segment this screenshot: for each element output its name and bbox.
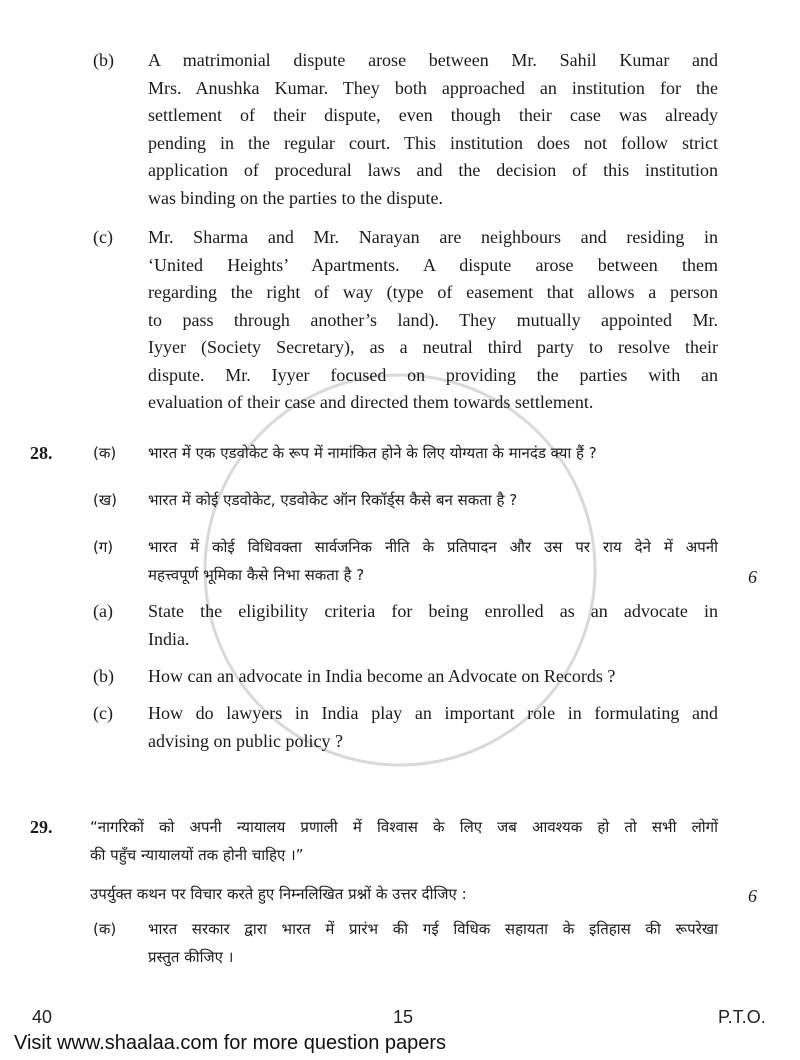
q28-a-label: (a) xyxy=(93,601,113,621)
q28-b-line: How can an advocate in India become an Advocate on Records ? xyxy=(148,666,616,686)
q27-b-line: was binding on the parties to the dispute. xyxy=(148,188,443,208)
q29-ka-line: प्रस्तुत कीजिए । xyxy=(148,948,234,966)
q29-line: “नागरिकों को अपनी न्यायालय प्रणाली में विश्वास के लिए जब आवश्यक हो तो सभी लोगों xyxy=(90,818,718,836)
q27-b-line: A matrimonial dispute arose between Mr. Sahil Kumar and xyxy=(148,50,718,70)
q27-c-line: Mr. Sharma and Mr. Narayan are neighbours and residing in xyxy=(148,227,718,247)
q29-ka-label: (क) xyxy=(93,920,117,938)
q28-c-line: advising on public policy ? xyxy=(148,731,343,751)
visit-link[interactable]: Visit www.shaalaa.com for more question papers xyxy=(14,1032,447,1054)
q29-line: की पहुँच न्यायालयों तक होनी चाहिए ।” xyxy=(90,846,304,864)
q27-c-line: dispute. Mr. Iyyer focused on providing the parties with an xyxy=(148,365,718,385)
q27-c-line: ‘United Heights’ Apartments. A dispute arose between them xyxy=(148,255,718,275)
q28-kha-label: (ख) xyxy=(93,491,117,509)
q28-a-line: State the eligibility criteria for being enrolled as an advocate in xyxy=(148,601,718,621)
q28-marks: 6 xyxy=(748,567,757,587)
q27-c-label: (c) xyxy=(93,227,113,247)
q29-number: 29. xyxy=(30,817,53,837)
q28-c-line: How do lawyers in India play an important role in formulating and xyxy=(148,703,718,723)
q29-ka-line: भारत सरकार द्वारा भारत में प्रारंभ की गई विधिक सहायता के इतिहास की रूपरेखा xyxy=(148,920,718,938)
q29-line: उपर्युक्त कथन पर विचार करते हुए निम्नलिखित प्रश्नों के उत्तर दीजिए : xyxy=(90,885,467,903)
q28-c-label: (c) xyxy=(93,703,113,723)
q28-ga-line: भारत में कोई विधिवक्ता सार्वजनिक नीति के प्रतिपादन और उस पर राय देने में अपनी xyxy=(148,538,718,556)
q27-c-line: regarding the right of way (type of easement that allows a person xyxy=(148,282,718,302)
q28-kha-line: भारत में कोई एडवोकेट, एडवोकेट ऑन रिकॉर्ड्स कैसे बन सकता है ? xyxy=(148,491,518,509)
page-number: 15 xyxy=(393,1007,414,1027)
q28-b-label: (b) xyxy=(93,666,114,686)
q27-c-line: Iyyer (Society Secretary), as a neutral third party to resolve their xyxy=(148,337,718,357)
q28-ga-label: (ग) xyxy=(93,538,114,556)
paper-code: 40 xyxy=(32,1007,53,1027)
q27-b-line: Mrs. Anushka Kumar. They both approached an institution for the xyxy=(148,78,718,98)
q27-c-line: to pass through another’s land). They mutually appointed Mr. xyxy=(148,310,718,330)
q27-b-line: pending in the regular court. This institution does not follow strict xyxy=(148,133,718,153)
q27-b-label: (b) xyxy=(93,50,114,70)
q27-b-line: application of procedural laws and the decision of this institution xyxy=(148,160,718,180)
q29-marks: 6 xyxy=(748,886,757,906)
q28-a-line: India. xyxy=(148,629,190,649)
pto-label: P.T.O. xyxy=(718,1007,766,1027)
q28-ka-line: भारत में एक एडवोकेट के रूप में नामांकित होने के लिए योग्यता के मानदंड क्या हैं ? xyxy=(148,444,597,462)
q28-number: 28. xyxy=(30,443,53,463)
q28-ga-line: महत्त्वपूर्ण भूमिका कैसे निभा सकता है ? xyxy=(148,566,365,584)
q27-c-line: evaluation of their case and directed them towards settlement. xyxy=(148,392,594,412)
q27-b-line: settlement of their dispute, even though their case was already xyxy=(148,105,718,125)
q28-ka-label: (क) xyxy=(93,444,117,462)
